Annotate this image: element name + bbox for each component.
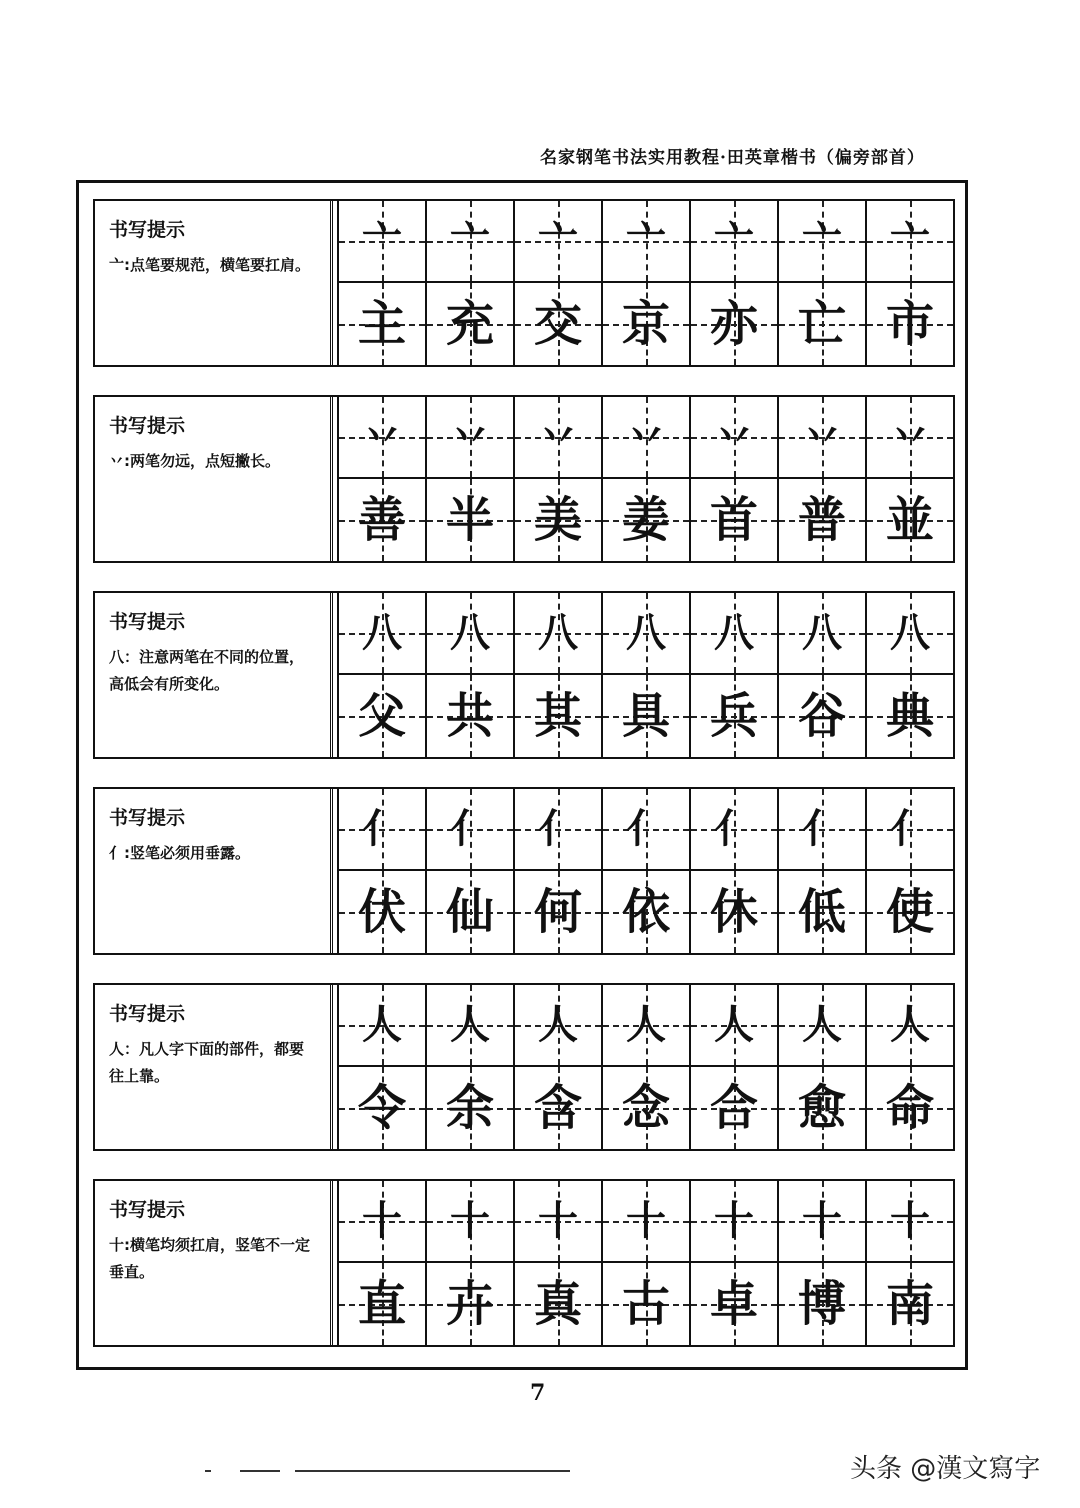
radical-block <box>93 1179 955 1347</box>
radical-cell <box>777 593 865 675</box>
radical-cell <box>425 789 513 871</box>
page-number: 7 <box>530 1380 546 1406</box>
radical-cell <box>337 593 425 675</box>
radical-glyph: 丷 <box>802 413 842 460</box>
example-character: 依 <box>621 884 670 940</box>
radical-cell <box>601 593 689 675</box>
radical-cell <box>513 1181 601 1263</box>
radical-glyph: 丷 <box>714 413 754 460</box>
example-cell <box>337 283 425 365</box>
radical-glyph: 亻 <box>890 805 930 852</box>
radical-glyph: 人 <box>714 1001 754 1048</box>
example-character: 卉 <box>445 1276 494 1332</box>
practice-grid <box>337 789 953 953</box>
radical-glyph: 亻 <box>362 805 402 852</box>
tip-title: 书写提示 <box>109 611 186 633</box>
radical-glyph: 亠 <box>714 217 754 264</box>
radical-glyph: 人 <box>450 1001 490 1048</box>
radical-cell <box>777 1181 865 1263</box>
tip-title: 书写提示 <box>109 1003 186 1025</box>
radical-glyph: 人 <box>626 1001 666 1048</box>
example-cell <box>601 1067 689 1149</box>
radical-glyph: 八 <box>538 609 578 656</box>
radical-block <box>93 591 955 759</box>
example-cell <box>601 283 689 365</box>
example-character: 充 <box>445 296 494 352</box>
example-cell <box>865 479 953 561</box>
radical-cell <box>425 1181 513 1263</box>
example-cell <box>601 479 689 561</box>
radical-cell <box>601 985 689 1067</box>
practice-frame <box>76 180 968 1370</box>
example-cell <box>689 675 777 757</box>
tip-title: 书写提示 <box>109 415 186 437</box>
practice-grid <box>337 1181 953 1345</box>
example-character: 父 <box>357 688 406 744</box>
example-cell <box>865 871 953 953</box>
radical-cell <box>337 1181 425 1263</box>
radical-cell <box>865 789 953 871</box>
example-cell <box>425 871 513 953</box>
radical-cell <box>689 1181 777 1263</box>
example-cell <box>425 675 513 757</box>
radical-cell <box>337 201 425 283</box>
radical-glyph: 亠 <box>538 217 578 264</box>
radical-glyph: 亠 <box>890 217 930 264</box>
example-character: 伏 <box>357 884 406 940</box>
radical-glyph: 亻 <box>714 805 754 852</box>
example-character: 美 <box>533 492 582 548</box>
example-cell <box>689 283 777 365</box>
radical-cell <box>865 201 953 283</box>
page-header: 名家钢笔书法实用教程·田英章楷书（偏旁部首） <box>540 148 925 168</box>
example-character: 低 <box>797 884 846 940</box>
radical-glyph: 八 <box>362 609 402 656</box>
example-character: 亦 <box>709 296 758 352</box>
radical-glyph: 亻 <box>538 805 578 852</box>
tip-text: 人：凡人字下面的部件，都要往上靠。 <box>109 1040 305 1085</box>
radical-cell <box>777 789 865 871</box>
radical-cell <box>689 397 777 479</box>
radical-cell <box>865 985 953 1067</box>
radical-glyph: 人 <box>802 1001 842 1048</box>
radical-cell <box>337 789 425 871</box>
writing-tip <box>95 1181 333 1345</box>
example-cell <box>777 1067 865 1149</box>
radical-glyph: 亠 <box>802 217 842 264</box>
example-character: 首 <box>709 492 758 548</box>
radical-cell <box>513 593 601 675</box>
example-character: 市 <box>885 296 934 352</box>
example-character: 亡 <box>797 296 846 352</box>
example-character: 交 <box>533 296 582 352</box>
example-character: 何 <box>533 884 582 940</box>
example-cell <box>777 1263 865 1345</box>
example-cell <box>777 675 865 757</box>
example-cell <box>425 479 513 561</box>
example-cell <box>777 871 865 953</box>
radical-block <box>93 983 955 1151</box>
example-character: 命 <box>885 1080 934 1136</box>
radical-glyph: 丷 <box>890 413 930 460</box>
tip-title: 书写提示 <box>109 807 186 829</box>
example-character: 愈 <box>797 1080 846 1136</box>
example-character: 南 <box>885 1276 934 1332</box>
example-character: 卓 <box>709 1276 758 1332</box>
example-cell <box>689 871 777 953</box>
radical-cell <box>425 985 513 1067</box>
radical-cell <box>777 201 865 283</box>
example-character: 谷 <box>797 688 846 744</box>
radical-glyph: 人 <box>362 1001 402 1048</box>
example-character: 京 <box>621 296 670 352</box>
radical-cell <box>425 397 513 479</box>
scan-artifact <box>295 1470 570 1472</box>
example-character: 其 <box>533 688 582 744</box>
watermark-label: 头条 @漢文寫字 <box>850 1454 1041 1484</box>
tip-text: 亠:点笔要规范，横笔要扛肩。 <box>109 256 310 274</box>
radical-cell <box>601 1181 689 1263</box>
scan-artifact <box>240 1470 280 1472</box>
example-cell <box>513 871 601 953</box>
radical-glyph: 亻 <box>626 805 666 852</box>
example-cell <box>337 1067 425 1149</box>
radical-glyph: 亻 <box>802 805 842 852</box>
radical-block <box>93 199 955 367</box>
example-character: 姜 <box>621 492 670 548</box>
example-character: 古 <box>621 1276 670 1332</box>
example-character: 含 <box>533 1080 582 1136</box>
example-cell <box>513 1263 601 1345</box>
example-cell <box>865 283 953 365</box>
radical-glyph: 十 <box>802 1197 842 1244</box>
radical-cell <box>425 593 513 675</box>
example-cell <box>601 1263 689 1345</box>
radical-cell <box>777 985 865 1067</box>
radical-glyph: 十 <box>626 1197 666 1244</box>
example-cell <box>513 283 601 365</box>
example-character: 具 <box>621 688 670 744</box>
example-cell <box>425 283 513 365</box>
example-cell <box>513 1067 601 1149</box>
radical-block <box>93 395 955 563</box>
radical-glyph: 丷 <box>450 413 490 460</box>
radical-glyph: 亠 <box>450 217 490 264</box>
radical-cell <box>513 201 601 283</box>
radical-cell <box>425 201 513 283</box>
radical-glyph: 十 <box>450 1197 490 1244</box>
radical-cell <box>865 1181 953 1263</box>
tip-text: 十:横笔均须扛肩，竖笔不一定垂直。 <box>109 1236 310 1281</box>
radical-glyph: 亻 <box>450 805 490 852</box>
example-character: 余 <box>445 1080 494 1136</box>
tip-title: 书写提示 <box>109 219 186 241</box>
example-character: 合 <box>709 1080 758 1136</box>
radical-glyph: 丷 <box>626 413 666 460</box>
example-character: 休 <box>709 884 758 940</box>
radical-cell <box>513 789 601 871</box>
example-character: 直 <box>357 1276 406 1332</box>
practice-grid <box>337 397 953 561</box>
example-character: 博 <box>797 1276 846 1332</box>
example-character: 令 <box>357 1080 406 1136</box>
radical-glyph: 人 <box>538 1001 578 1048</box>
tip-text: 八：注意两笔在不同的位置，高低会有所变化。 <box>109 648 305 693</box>
radical-cell <box>513 985 601 1067</box>
example-cell <box>601 675 689 757</box>
example-cell <box>865 1263 953 1345</box>
writing-tip <box>95 985 333 1149</box>
radical-cell <box>865 397 953 479</box>
radical-cell <box>689 201 777 283</box>
radical-glyph: 八 <box>714 609 754 656</box>
example-cell <box>689 479 777 561</box>
practice-grid <box>337 985 953 1149</box>
radical-cell <box>337 985 425 1067</box>
example-cell <box>601 871 689 953</box>
example-character: 半 <box>445 492 494 548</box>
radical-cell <box>689 985 777 1067</box>
example-cell <box>689 1263 777 1345</box>
example-cell <box>337 1263 425 1345</box>
radical-cell <box>865 593 953 675</box>
example-cell <box>425 1263 513 1345</box>
radical-cell <box>601 201 689 283</box>
radical-cell <box>601 397 689 479</box>
example-character: 真 <box>533 1276 582 1332</box>
tip-text: 丷:两笔勿远，点短撇长。 <box>109 452 280 470</box>
example-cell <box>777 283 865 365</box>
radical-glyph: 亠 <box>626 217 666 264</box>
example-character: 並 <box>885 492 934 548</box>
tip-text: 亻:竖笔必须用垂露。 <box>109 844 250 862</box>
radical-cell <box>689 593 777 675</box>
radical-block <box>93 787 955 955</box>
example-character: 善 <box>357 492 406 548</box>
example-cell <box>425 1067 513 1149</box>
example-cell <box>337 479 425 561</box>
example-cell <box>337 675 425 757</box>
radical-cell <box>689 789 777 871</box>
radical-glyph: 十 <box>362 1197 402 1244</box>
radical-glyph: 八 <box>890 609 930 656</box>
example-character: 普 <box>797 492 846 548</box>
example-character: 仙 <box>445 884 494 940</box>
tip-title: 书写提示 <box>109 1199 186 1221</box>
writing-tip <box>95 593 333 757</box>
example-cell <box>513 479 601 561</box>
radical-cell <box>601 789 689 871</box>
example-cell <box>865 1067 953 1149</box>
radical-glyph: 亠 <box>362 217 402 264</box>
radical-glyph: 十 <box>714 1197 754 1244</box>
example-cell <box>337 871 425 953</box>
example-cell <box>865 675 953 757</box>
radical-glyph: 十 <box>890 1197 930 1244</box>
example-character: 兵 <box>709 688 758 744</box>
example-cell <box>513 675 601 757</box>
radical-glyph: 人 <box>890 1001 930 1048</box>
writing-tip <box>95 397 333 561</box>
scan-artifact <box>205 1470 211 1472</box>
example-character: 共 <box>445 688 494 744</box>
practice-grid <box>337 593 953 757</box>
example-character: 典 <box>885 688 934 744</box>
radical-glyph: 八 <box>450 609 490 656</box>
example-cell <box>777 479 865 561</box>
radical-glyph: 十 <box>538 1197 578 1244</box>
example-character: 使 <box>885 884 934 940</box>
radical-cell <box>777 397 865 479</box>
writing-tip <box>95 789 333 953</box>
radical-glyph: 八 <box>626 609 666 656</box>
example-character: 念 <box>621 1080 670 1136</box>
writing-tip <box>95 201 333 365</box>
example-cell <box>689 1067 777 1149</box>
radical-glyph: 丷 <box>362 413 402 460</box>
radical-glyph: 八 <box>802 609 842 656</box>
radical-cell <box>513 397 601 479</box>
radical-glyph: 丷 <box>538 413 578 460</box>
practice-grid <box>337 201 953 365</box>
radical-cell <box>337 397 425 479</box>
example-character: 主 <box>357 296 406 352</box>
